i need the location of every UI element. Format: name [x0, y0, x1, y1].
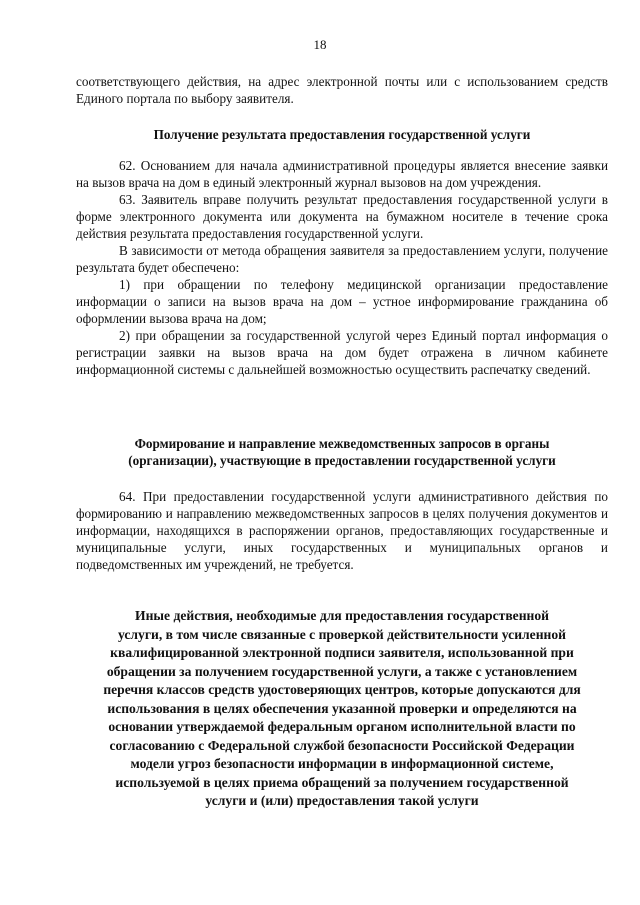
- heading-line: основании утверждаемой федеральным органом исполнительной власти по: [108, 719, 576, 734]
- continuation-text: [76, 73, 608, 107]
- section-result-body: [76, 157, 608, 378]
- section-interagency-body: [76, 488, 608, 573]
- heading-line: обращении за получением государственной услуги, а также с установлением: [106, 663, 578, 679]
- heading-line: услуги, в том числе связанные с проверкой действительности усиленной: [117, 626, 566, 642]
- heading-line: Иные действия, необходимые для предоставления государственной: [135, 608, 549, 623]
- paragraph-63: 63. Заявитель вправе получить результат предоставления государственной услуги в форме электронного документа или документа на бумажном носителе в течение срока действия результата предоставления государственной услуги.: [76, 192, 608, 241]
- heading-line: используемой в целях приема обращений за получением государственной: [115, 774, 569, 790]
- heading-line: перечня классов средств удостоверяющих центров, которые допускаются для: [103, 682, 581, 697]
- page-number: 18: [313, 37, 327, 52]
- paragraph-64: 64. При предоставлении государственной услуги административного действия по формированию и направлению межведомственных запросов в целях получения документов и информации, находящихся в распоряжении органов, предоставляющих государственные и муниципальные услуги, иных государственных и муниципальных органов и подведомственных им учреждений, не требуется.: [76, 489, 608, 572]
- paragraph-item-1: 1) при обращении по телефону медицинской организации предоставление информации о записи на вызов врача на дом – устное информирование гражданина об оформлении вызова врача на дом;: [76, 277, 608, 326]
- section-heading-interagency: [76, 435, 608, 469]
- section-heading-result: Получение результата предоставления государственной услуги: [153, 127, 531, 142]
- paragraph-62: 62. Основанием для начала административной процедуры является внесение заявки на вызов врача на дом в единый электронный журнал вызовов на дом учреждения.: [76, 158, 608, 190]
- heading-line: согласованию с Федеральной службой безопасности Российской Федерации: [109, 737, 575, 753]
- heading-line: (организации), участвующие в предоставлении государственной услуги: [128, 453, 556, 468]
- continuation-paragraph: соответствующего действия, на адрес электронной почты или с использованием средств Единого портала по выбору заявителя.: [76, 74, 608, 106]
- section-heading-other-actions: [70, 607, 614, 811]
- heading-line: услуги и (или) предоставления такой услуги: [205, 793, 479, 808]
- paragraph-item-2: 2) при обращении за государственной услугой через Единый портал информация о регистрации заявки на вызов врача на дом будет отражена в личном кабинете информационной системы с дальнейшей возможностью осуществить распечатку сведений.: [76, 328, 608, 377]
- heading-line: использования в целях обеспечения указанной проверки и определяются на: [107, 700, 577, 716]
- paragraph-methods: В зависимости от метода обращения заявителя за предоставлением услуги, получение результата будет обеспечено:: [76, 243, 608, 275]
- heading-line: квалифицированной электронной подписи заявителя, использованной при: [110, 645, 574, 660]
- heading-line: модели угроз безопасности информации в информационной системе,: [130, 756, 554, 771]
- heading-line: Формирование и направление межведомственных запросов в органы: [134, 436, 550, 451]
